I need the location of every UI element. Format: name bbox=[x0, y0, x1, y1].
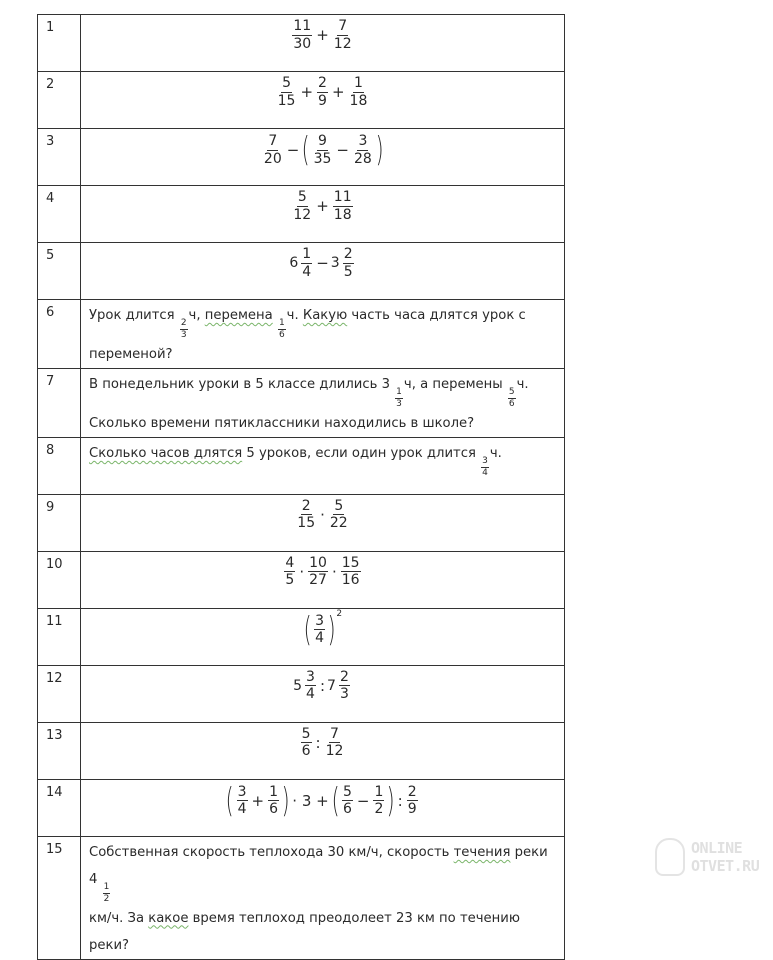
denominator: 6 bbox=[301, 743, 311, 760]
denominator: 9 bbox=[407, 801, 417, 818]
task-expression bbox=[81, 494, 565, 551]
task-number: 2 bbox=[38, 72, 81, 129]
task-expression bbox=[81, 722, 565, 779]
fraction bbox=[296, 499, 316, 531]
numerator: 1 bbox=[353, 75, 363, 91]
fraction bbox=[407, 785, 418, 817]
text-segment: ч. bbox=[286, 308, 303, 323]
task-number: 8 bbox=[38, 437, 81, 494]
text-segment: В понедельник уроки в 5 классе длились 3 bbox=[89, 376, 390, 392]
denominator: 18 bbox=[349, 92, 368, 109]
numerator: 1 bbox=[269, 783, 279, 800]
fraction bbox=[301, 727, 312, 759]
fraction bbox=[292, 190, 312, 222]
denominator: 4 bbox=[302, 263, 312, 280]
text-segment: Собственная скорость теплохода 30 км/ч, скорость bbox=[89, 844, 454, 860]
numerator: 1 bbox=[278, 319, 286, 330]
denominator: 4 bbox=[482, 468, 488, 479]
task-expression bbox=[81, 243, 565, 300]
denominator: 2 bbox=[103, 894, 110, 905]
fraction bbox=[373, 785, 384, 817]
operator: : bbox=[397, 791, 403, 810]
operator: + bbox=[316, 26, 329, 45]
denominator: 9 bbox=[318, 92, 327, 109]
table-row bbox=[38, 186, 565, 243]
exponent: 2 bbox=[336, 608, 343, 619]
fraction bbox=[325, 727, 345, 759]
table-row bbox=[38, 836, 565, 959]
operator: + bbox=[300, 83, 314, 102]
text-segment: переменой? bbox=[89, 346, 173, 362]
fraction bbox=[333, 19, 353, 51]
task-number: 9 bbox=[38, 494, 81, 551]
right-paren: ) bbox=[375, 130, 384, 170]
table-row bbox=[38, 722, 565, 779]
numerator: 2 bbox=[339, 668, 349, 685]
operator: + bbox=[331, 83, 345, 102]
task-table bbox=[37, 14, 565, 960]
numerator: 1 bbox=[103, 883, 111, 894]
text-segment: ч, а перемены bbox=[403, 376, 507, 392]
denominator: 3 bbox=[339, 686, 349, 703]
operator: · bbox=[299, 562, 305, 581]
spellcheck-word: перемена bbox=[204, 308, 273, 323]
numerator: 2 bbox=[318, 75, 327, 91]
fraction bbox=[263, 134, 283, 166]
task-number: 1 bbox=[38, 15, 81, 72]
left-paren: ( bbox=[301, 130, 310, 170]
text-segment: км/ч. За bbox=[89, 910, 149, 926]
denominator: 15 bbox=[297, 515, 316, 532]
task-number: 4 bbox=[38, 186, 81, 243]
fraction bbox=[308, 556, 328, 588]
task-expression bbox=[81, 608, 565, 665]
task-number: 13 bbox=[38, 722, 81, 779]
numerator: 5 bbox=[508, 388, 516, 399]
numerator: 1 bbox=[395, 388, 403, 399]
numerator: 3 bbox=[481, 457, 489, 468]
denominator: 5 bbox=[285, 572, 295, 589]
fraction bbox=[313, 134, 333, 166]
text-segment: реки 4 bbox=[89, 844, 548, 887]
fraction bbox=[353, 134, 373, 166]
operator: + bbox=[316, 197, 329, 216]
left-paren: ( bbox=[225, 780, 234, 821]
operator: − bbox=[286, 141, 300, 159]
fraction bbox=[305, 670, 316, 702]
numerator: 2 bbox=[301, 497, 311, 514]
numerator: 5 bbox=[297, 189, 307, 205]
watermark-text bbox=[691, 839, 759, 875]
task-number: 15 bbox=[38, 836, 81, 959]
fraction bbox=[277, 76, 297, 108]
numerator: 7 bbox=[338, 18, 348, 34]
fraction bbox=[292, 19, 312, 51]
task-expression bbox=[81, 129, 565, 186]
denominator: 12 bbox=[325, 743, 344, 760]
task-text bbox=[81, 437, 565, 494]
whole-part: 3 bbox=[330, 255, 340, 272]
operator: · bbox=[331, 562, 337, 581]
text-segment: ч, bbox=[188, 308, 205, 323]
watermark bbox=[655, 832, 765, 882]
task-expression bbox=[81, 15, 565, 72]
watermark-line: OTVET.RU bbox=[691, 857, 760, 875]
operator: · 3 + bbox=[292, 791, 329, 810]
table-row bbox=[38, 665, 565, 722]
denominator: 3 bbox=[396, 399, 402, 410]
denominator: 6 bbox=[269, 801, 279, 818]
numerator: 5 bbox=[301, 725, 311, 742]
fraction bbox=[481, 457, 489, 479]
denominator: 6 bbox=[508, 399, 515, 410]
numerator: 3 bbox=[358, 132, 368, 149]
fraction bbox=[278, 319, 286, 341]
denominator: 4 bbox=[237, 801, 247, 818]
text-segment: время теплоход преодолеет 23 км по течению реки? bbox=[89, 910, 520, 953]
numerator: 11 bbox=[293, 18, 312, 34]
lightbulb-icon bbox=[655, 838, 685, 876]
numerator: 2 bbox=[343, 246, 353, 262]
numerator: 3 bbox=[237, 783, 247, 800]
task-expression bbox=[81, 186, 565, 243]
numerator: 5 bbox=[282, 75, 291, 91]
fraction bbox=[268, 785, 279, 817]
fraction bbox=[317, 76, 328, 108]
denominator: 35 bbox=[313, 150, 332, 167]
operator: − bbox=[316, 254, 329, 273]
fraction bbox=[333, 190, 353, 222]
denominator: 6 bbox=[342, 801, 352, 818]
right-paren: ) bbox=[387, 780, 396, 821]
numerator: 4 bbox=[285, 554, 295, 571]
operator: + bbox=[251, 791, 265, 810]
fraction bbox=[329, 499, 349, 531]
numerator: 5 bbox=[342, 783, 352, 800]
numerator: 15 bbox=[341, 554, 360, 571]
text-segment: Сколько времени пятиклассники находились в школе? bbox=[89, 415, 475, 431]
fraction bbox=[395, 388, 403, 410]
task-number: 14 bbox=[38, 779, 81, 836]
table-row bbox=[38, 368, 565, 437]
task-expression bbox=[81, 551, 565, 608]
operator: − bbox=[336, 141, 349, 159]
denominator: 30 bbox=[293, 35, 312, 52]
spellcheck-word: течения bbox=[453, 844, 511, 860]
whole-part: 6 bbox=[289, 255, 299, 272]
fraction bbox=[343, 247, 354, 279]
numerator: 9 bbox=[318, 132, 327, 149]
numerator: 2 bbox=[180, 319, 188, 330]
right-paren: ) bbox=[327, 609, 336, 650]
denominator: 6 bbox=[278, 330, 285, 341]
fraction bbox=[342, 785, 353, 817]
text-segment: часть часа длятся урок с bbox=[347, 308, 526, 323]
left-paren: ( bbox=[331, 780, 340, 821]
task-text bbox=[81, 368, 565, 437]
table-row bbox=[38, 779, 565, 836]
denominator: 16 bbox=[341, 572, 360, 589]
spellcheck-word: Сколько часов длятся bbox=[89, 445, 243, 461]
fraction bbox=[341, 556, 361, 588]
task-number: 7 bbox=[38, 368, 81, 437]
fraction bbox=[237, 785, 248, 817]
denominator: 5 bbox=[343, 263, 353, 280]
task-number: 11 bbox=[38, 608, 81, 665]
fraction bbox=[508, 388, 516, 410]
denominator: 4 bbox=[306, 686, 315, 703]
denominator: 4 bbox=[315, 630, 325, 647]
watermark-line: ONLINE bbox=[691, 839, 743, 857]
task-number: 6 bbox=[38, 300, 81, 369]
table-row bbox=[38, 72, 565, 129]
denominator: 12 bbox=[293, 206, 312, 223]
denominator: 20 bbox=[263, 150, 282, 167]
left-paren: ( bbox=[303, 609, 312, 650]
denominator: 22 bbox=[329, 515, 348, 532]
task-number: 10 bbox=[38, 551, 81, 608]
operator: · bbox=[320, 505, 325, 524]
fraction bbox=[314, 614, 325, 646]
operator: : bbox=[315, 733, 321, 752]
task-expression bbox=[81, 72, 565, 129]
table-row bbox=[38, 551, 565, 608]
task-expression bbox=[81, 779, 565, 836]
denominator: 15 bbox=[277, 92, 296, 109]
right-paren: ) bbox=[281, 780, 290, 821]
text-segment: Урок длится bbox=[89, 308, 179, 323]
table-row bbox=[38, 494, 565, 551]
fraction bbox=[284, 556, 295, 588]
task-text bbox=[81, 836, 565, 959]
numerator: 10 bbox=[309, 554, 327, 571]
numerator: 7 bbox=[268, 132, 278, 149]
spellcheck-word: какое bbox=[148, 910, 189, 926]
whole-part: 7 bbox=[327, 677, 336, 694]
numerator: 11 bbox=[333, 189, 352, 205]
task-number: 3 bbox=[38, 129, 81, 186]
denominator: 3 bbox=[180, 330, 187, 341]
fraction bbox=[339, 670, 350, 702]
table-row bbox=[38, 243, 565, 300]
numerator: 3 bbox=[315, 612, 325, 629]
fraction bbox=[180, 319, 188, 341]
task-text bbox=[81, 300, 565, 369]
denominator: 2 bbox=[374, 801, 384, 818]
fraction bbox=[349, 76, 369, 108]
task-expression bbox=[81, 665, 565, 722]
text-segment: ч. bbox=[516, 376, 529, 392]
table-row bbox=[38, 437, 565, 494]
numerator: 1 bbox=[374, 783, 384, 800]
task-number: 12 bbox=[38, 665, 81, 722]
operator: : bbox=[319, 676, 326, 695]
fraction bbox=[103, 883, 111, 905]
whole-part: 5 bbox=[293, 677, 303, 694]
table-row bbox=[38, 129, 565, 186]
operator: − bbox=[356, 791, 370, 810]
table-row bbox=[38, 300, 565, 369]
numerator: 7 bbox=[330, 725, 339, 742]
text-segment: ч. bbox=[489, 445, 502, 461]
text-segment: 5 уроков, если один урок длится bbox=[242, 445, 481, 461]
fraction bbox=[301, 247, 312, 279]
numerator: 2 bbox=[407, 783, 417, 800]
numerator: 3 bbox=[306, 668, 315, 685]
denominator: 27 bbox=[309, 572, 327, 589]
table-row bbox=[38, 608, 565, 665]
denominator: 18 bbox=[333, 206, 352, 223]
denominator: 28 bbox=[353, 150, 372, 167]
denominator: 12 bbox=[333, 35, 352, 52]
task-number: 5 bbox=[38, 243, 81, 300]
spellcheck-word: Какую bbox=[302, 308, 348, 323]
numerator: 5 bbox=[334, 497, 344, 514]
numerator: 1 bbox=[302, 246, 312, 262]
table-row bbox=[38, 15, 565, 72]
